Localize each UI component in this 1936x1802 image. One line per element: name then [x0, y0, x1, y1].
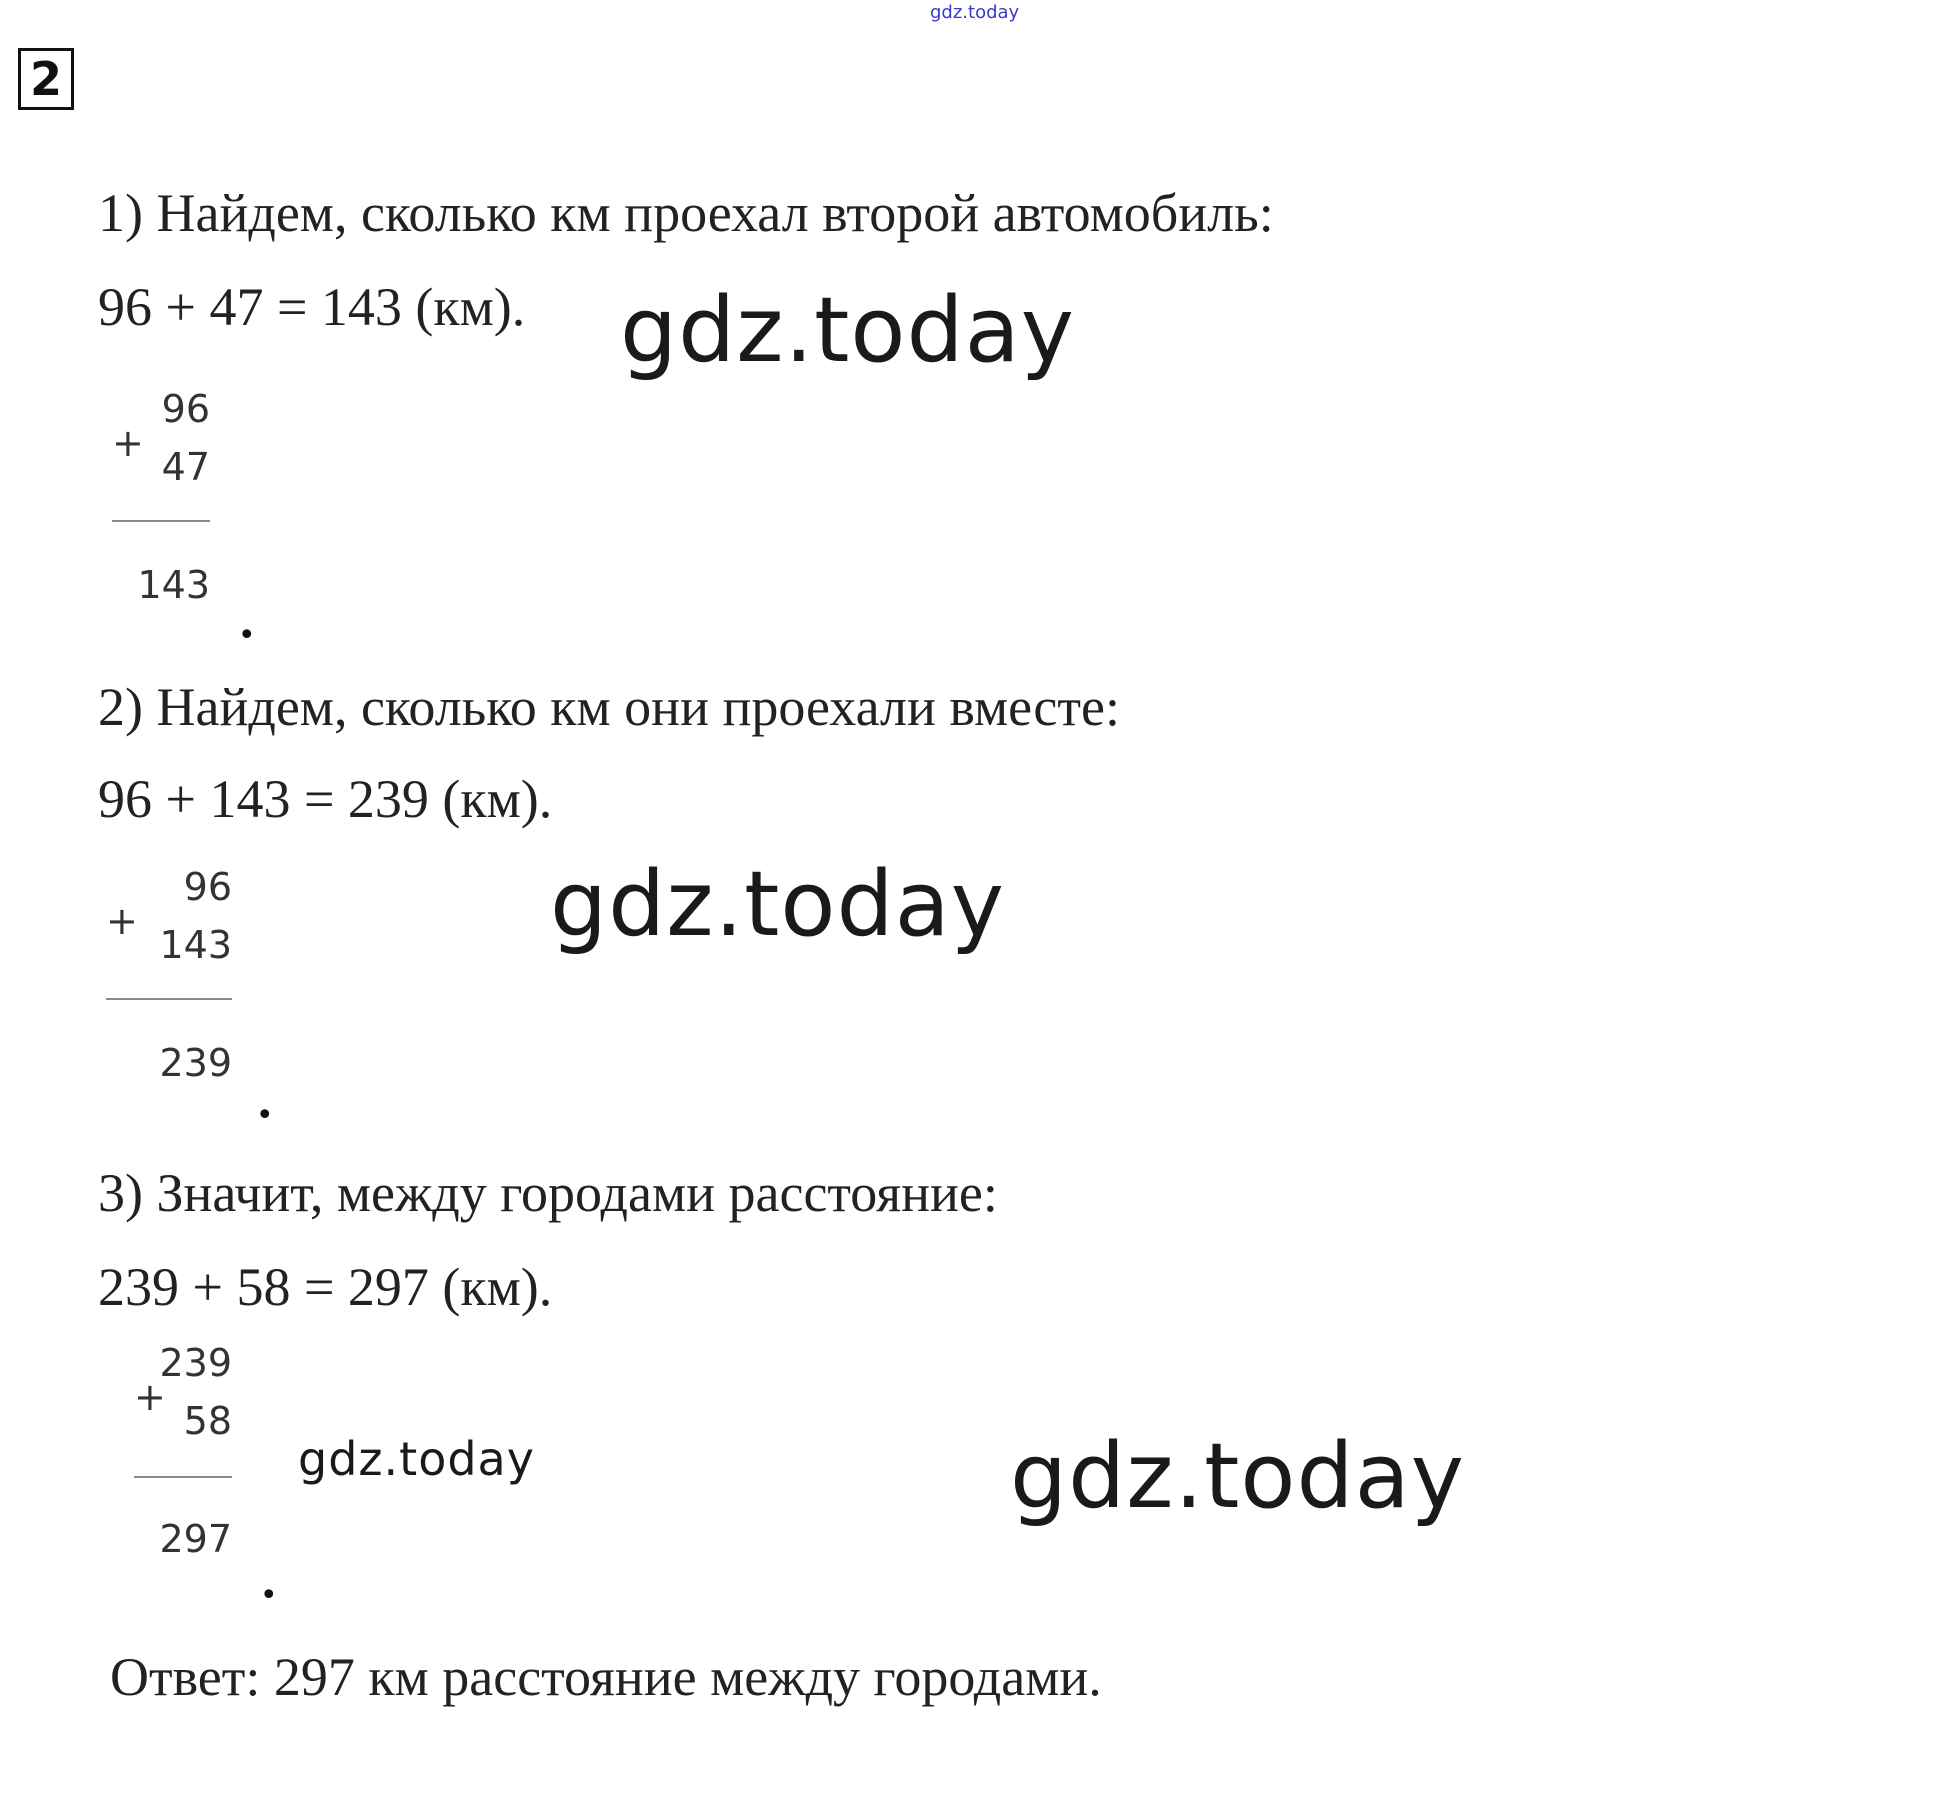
- watermark-2: gdz.today: [550, 852, 1006, 957]
- column-3-dot: .: [262, 1549, 276, 1609]
- column-2-result: 239: [159, 1041, 232, 1085]
- step-2-equation: 96 + 143 = 239 (км).: [98, 769, 553, 829]
- column-3-line: [134, 1476, 232, 1478]
- column-2-sign: +: [106, 899, 138, 943]
- watermark-3: gdz.today: [298, 1432, 535, 1486]
- column-1-line: [112, 520, 210, 522]
- watermark-1: gdz.today: [620, 278, 1076, 383]
- column-2-dot: .: [258, 1069, 272, 1129]
- step-2-title: 2) Найдем, сколько км они проехали вместе:: [98, 677, 1120, 737]
- watermark-4: gdz.today: [1010, 1424, 1466, 1529]
- column-3-sign: +: [134, 1375, 166, 1419]
- column-1-result: 143: [137, 563, 210, 607]
- task-number-badge: 2: [18, 48, 74, 110]
- step-3-title: 3) Значит, между городами расстояние:: [98, 1163, 998, 1223]
- column-2-top: 96: [183, 865, 232, 909]
- step-1-title: 1) Найдем, сколько км проехал второй автомобиль:: [98, 183, 1274, 243]
- column-3-bottom: 58: [183, 1399, 232, 1443]
- column-2-line: [106, 998, 232, 1000]
- column-1-sign: +: [112, 421, 144, 465]
- step-1-equation: 96 + 47 = 143 (км).: [98, 277, 526, 337]
- column-3-result: 297: [159, 1517, 232, 1561]
- column-1-dot: .: [240, 589, 254, 649]
- step-3-equation: 239 + 58 = 297 (км).: [98, 1257, 553, 1317]
- column-3-top: 239: [159, 1341, 232, 1385]
- column-2-bottom: 143: [159, 923, 232, 967]
- column-1-top: 96: [161, 387, 210, 431]
- top-watermark: gdz.today: [930, 2, 1020, 23]
- answer-text: Ответ: 297 км расстояние между городами.: [110, 1647, 1102, 1707]
- column-1-bottom: 47: [161, 445, 210, 489]
